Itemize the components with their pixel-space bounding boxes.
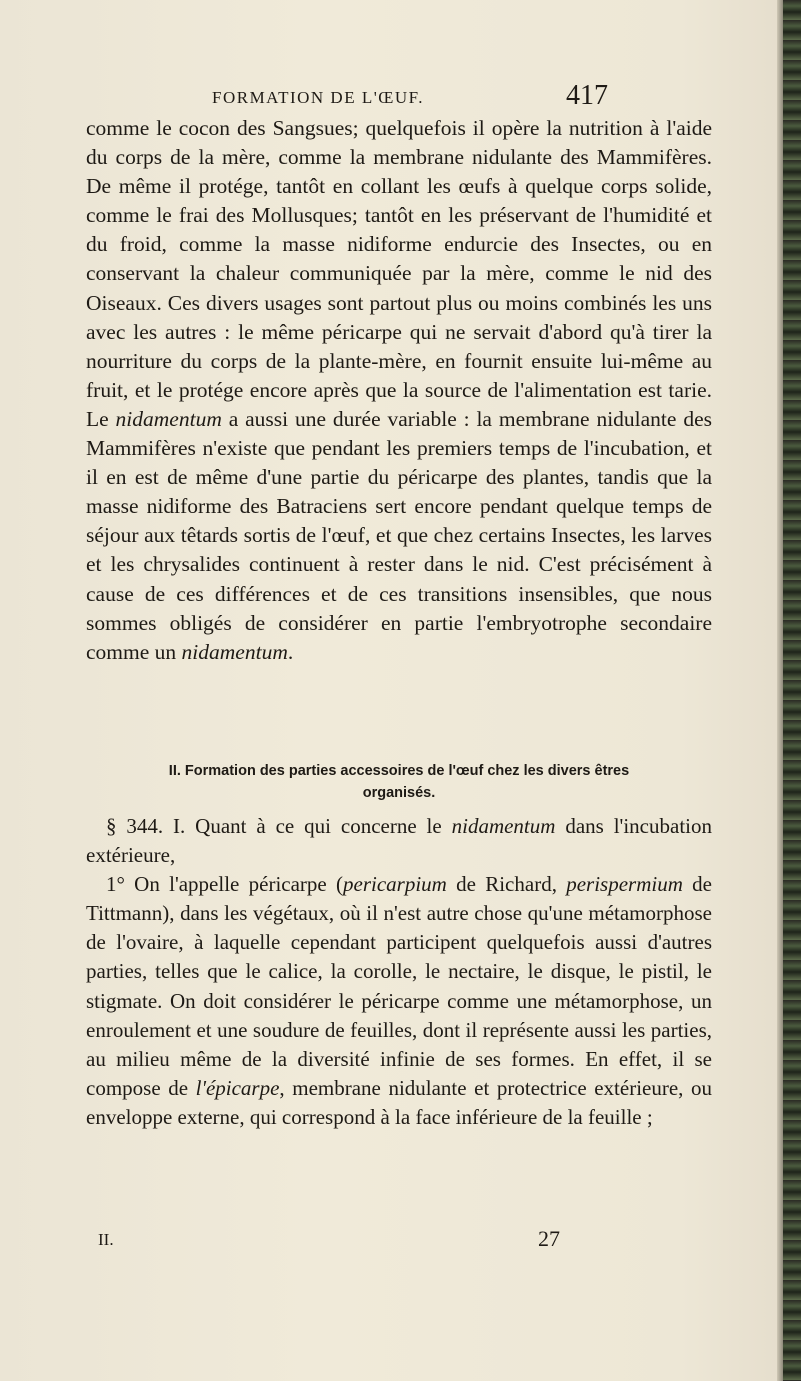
paragraph-1 xyxy=(86,114,712,667)
paragraph-3-part-4: , membrane nidulante et protectrice extérieure, ou enveloppe externe, qui correspond à la face inférieure de la feuille ; xyxy=(86,1075,712,1129)
signature-mark: II. xyxy=(98,1230,114,1249)
main-text xyxy=(86,114,712,667)
paragraph-2-part-1: § 344. I. Quant à ce qui concerne le xyxy=(106,814,452,838)
section-text xyxy=(86,812,712,1132)
paragraph-3-part-1: 1° On l'appelle péricarpe ( xyxy=(106,872,344,897)
running-title: FORMATION DE L'ŒUF. xyxy=(212,88,425,107)
page-number: 417 xyxy=(566,80,608,111)
paragraph-2 xyxy=(86,812,712,870)
paragraph-3-part-2: de Richard, xyxy=(446,872,567,897)
term-pericarpium: pericarpium xyxy=(343,872,447,897)
paragraph-3 xyxy=(86,870,712,1132)
signature-number: 27 xyxy=(538,1226,560,1251)
section-heading-line-1: II. Formation des parties accessoires de l'œuf chez les divers êtres xyxy=(168,763,630,779)
paragraph-1-part-2: a aussi une durée variable : la membrane nidulante des Mammifères n'existe que pendant les premiers temps de l'incubation, et il en est de même d'une partie du péricarpe des plantes, tandis que la masse nidiforme des Batraciens sert encore pendant quelque temps de séjour aux têtards sortis de l'œuf, et que chez certains Insectes, les larves et les chrysalides continuent à rester dans le nid. C'est précisément à cause de ces différences et de ces transitions insensibles, que nous sommes obligés de considérer en partie l'embryotrophe secondaire comme un xyxy=(86,406,712,664)
page-header xyxy=(212,80,632,116)
paragraph-1-part-3: . xyxy=(287,639,294,664)
term-nidamentum: nidamentum xyxy=(115,406,222,431)
term-perispermium: perispermium xyxy=(566,872,683,897)
section-heading-line-2: organisés. xyxy=(362,785,436,801)
section-heading xyxy=(84,760,714,804)
term-nidamentum: nidamentum xyxy=(451,814,556,838)
term-nidamentum: nidamentum xyxy=(181,639,288,664)
paragraph-2-part-2: dans l'incubation extérieure, xyxy=(86,814,712,868)
paragraph-1-part-1: comme le cocon des Sangsues; quelquefois il opère la nutrition à l'aide du corps de la mère, comme la membrane nidulante des Mammifères. De même il protége, tantôt en collant les œufs à quelque corps solide, comme le frai des Mollusques; tantôt en les préservant de l'humidité et du froid, comme la masse nidiforme endurcie des Insectes, ou en conservant la chaleur communiquée par la mère, comme le nid des Oiseaux. Ces divers usages sont partout plus ou moins combinés les uns avec les autres : le même péricarpe qui ne servait d'abord qu'à tirer la nourriture du corps de la plante-mère, en fournit ensuite lui-même au fruit, et le protége encore après que la source de l'alimentation est tarie. Le xyxy=(86,116,712,431)
page-footer xyxy=(98,1226,678,1260)
paragraph-3-part-3: de Tittmann), dans les végétaux, où il n'est autre chose qu'une métamorphose de l'ovaire, à laquelle cependant participent quelquefois aussi d'autres parties, telles que le calice, la corolle, le nectaire, le disque, le pistil, le stigmate. On doit considérer le péricarpe comme une métamorphose, un enroulement et une soudure de feuilles, dont il représente aussi les parties, au milieu même de la diversité infinie de ses formes. En effet, il se compose de xyxy=(86,872,712,1100)
term-epicarpe: l'épicarpe xyxy=(195,1075,280,1100)
book-binding xyxy=(783,0,801,1381)
